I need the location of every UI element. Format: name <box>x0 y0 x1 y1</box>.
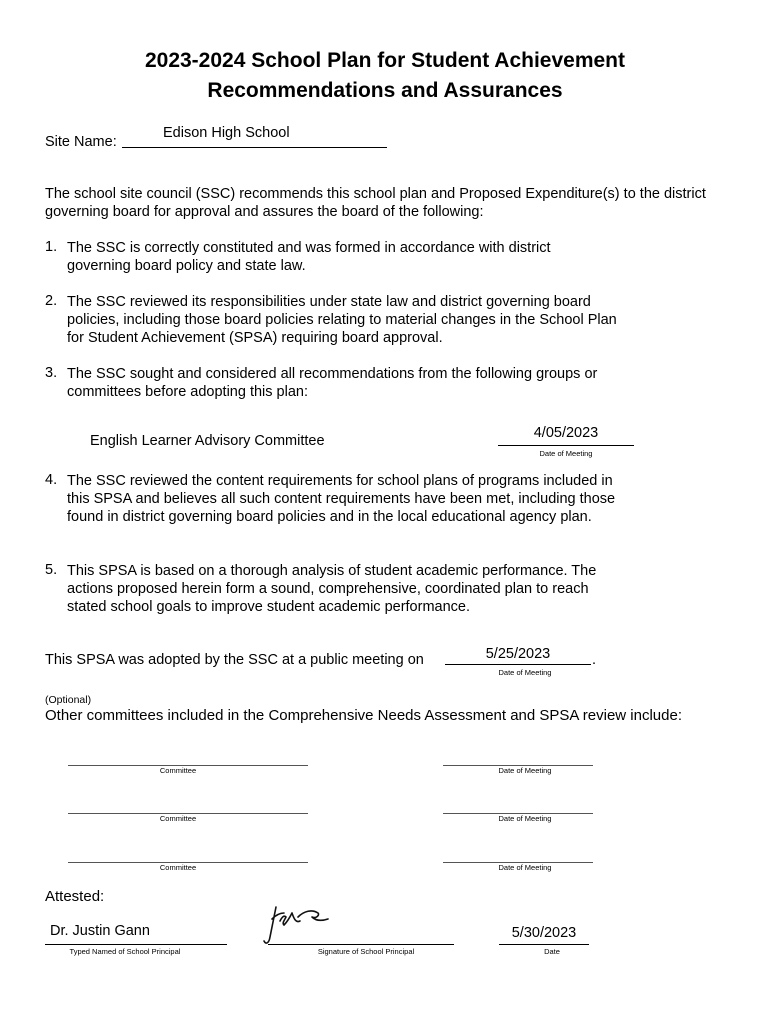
optional-heading: Other committees included in the Comprehensive Needs Assessment and SPSA review include: <box>45 707 682 724</box>
attested-date-underline <box>499 944 589 945</box>
site-name-underline <box>122 147 387 148</box>
principal-name-underline <box>45 944 227 945</box>
committee-date-caption: Date of Meeting <box>498 814 552 823</box>
adopted-date-underline <box>445 664 591 665</box>
assurance-item: The SSC reviewed the content requirements for school plans of programs included in this SPSA and believes all such content requirements have been met, including those found in district governing board policies and in the local educational agency plan. <box>67 473 616 525</box>
elac-date-underline <box>498 445 634 446</box>
assurance-item: The SSC reviewed its responsibilities under state law and district governing board policies, including those board policies relating to material changes in the School Plan for Student Achievement (SPSA) requiring board approval. <box>67 294 617 346</box>
committee-caption: Committee <box>159 863 197 872</box>
item-number: 3. <box>45 365 58 381</box>
principal-name-caption: Typed Named of School Principal <box>69 947 181 956</box>
assurance-item: The SSC is correctly constituted and was formed in accordance with district governing board policy and state law. <box>67 240 551 274</box>
committee-caption: Committee <box>159 766 197 775</box>
assurance-item: This SPSA is based on a thorough analysis of student academic performance. The actions proposed herein form a sound, comprehensive, coordinated plan to reach stated school goals to improve student academic performance. <box>67 563 597 615</box>
signature-underline <box>268 944 454 945</box>
committee-caption: Committee <box>159 814 197 823</box>
adopted-statement: This SPSA was adopted by the SSC at a public meeting on <box>45 652 424 668</box>
site-name-value[interactable]: Edison High School <box>163 125 290 141</box>
elac-committee-name: English Learner Advisory Committee <box>90 433 325 449</box>
assurance-item: The SSC sought and considered all recommendations from the following groups or committees before adopting this plan: <box>67 366 598 400</box>
attested-label: Attested: <box>45 888 105 905</box>
signature-caption: Signature of School Principal <box>317 947 415 956</box>
elac-meeting-date[interactable]: 4/05/2023 <box>533 425 599 441</box>
optional-label: (Optional) <box>45 694 92 706</box>
item-number: 1. <box>45 239 58 255</box>
adopted-period: . <box>592 652 597 668</box>
attested-date[interactable]: 5/30/2023 <box>511 925 577 941</box>
item-number: 2. <box>45 293 58 309</box>
committee-date-caption: Date of Meeting <box>498 863 552 872</box>
committee-date-caption: Date of Meeting <box>498 766 552 775</box>
item-number: 5. <box>45 562 58 578</box>
attested-date-caption: Date <box>544 947 560 956</box>
adopted-date-caption: Date of Meeting <box>498 668 552 677</box>
item-number: 4. <box>45 472 58 488</box>
principal-signature[interactable] <box>262 903 332 947</box>
elac-date-caption: Date of Meeting <box>539 449 593 458</box>
page-subtitle: Recommendations and Assurances <box>207 79 563 102</box>
site-name-label: Site Name: <box>45 134 117 150</box>
adopted-meeting-date[interactable]: 5/25/2023 <box>485 646 551 662</box>
intro-paragraph: The school site council (SSC) recommends this school plan and Proposed Expenditure(s) to the district governing board for approval and assures the board of the following: <box>45 186 706 220</box>
page-title: 2023-2024 School Plan for Student Achievement <box>144 49 626 72</box>
principal-typed-name[interactable]: Dr. Justin Gann <box>50 923 150 939</box>
